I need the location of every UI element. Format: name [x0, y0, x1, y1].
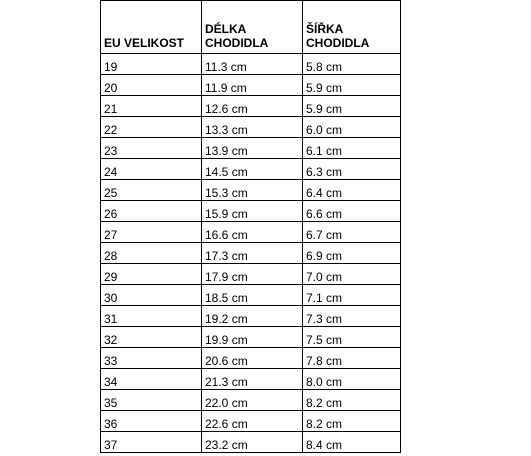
foot-width-cell: 7.1 cm [303, 285, 401, 306]
table-row [101, 432, 401, 453]
eu-size-cell: 22 [101, 117, 202, 138]
foot-length-cell: 19.9 cm [202, 327, 303, 348]
foot-length-cell: 15.3 cm [202, 180, 303, 201]
foot-length-cell: 21.3 cm [202, 369, 303, 390]
foot-width-cell: 8.2 cm [303, 390, 401, 411]
foot-length-cell: 17.9 cm [202, 264, 303, 285]
eu-size-cell: 23 [101, 138, 202, 159]
table-row [101, 117, 401, 138]
eu-size-cell: 24 [101, 159, 202, 180]
foot-width-cell: 6.9 cm [303, 243, 401, 264]
eu-size-cell: 31 [101, 306, 202, 327]
foot-width-cell: 7.3 cm [303, 306, 401, 327]
eu-size-cell: 37 [101, 432, 202, 453]
eu-size-cell: 34 [101, 369, 202, 390]
table-row [101, 411, 401, 432]
foot-width-cell: 6.4 cm [303, 180, 401, 201]
eu-size-cell: 26 [101, 201, 202, 222]
foot-width-cell: 5.9 cm [303, 96, 401, 117]
table-row [101, 54, 401, 75]
foot-length-cell: 22.0 cm [202, 390, 303, 411]
foot-width-cell: 5.8 cm [303, 54, 401, 75]
foot-length-cell: 13.9 cm [202, 138, 303, 159]
table-row [101, 222, 401, 243]
foot-width-cell: 6.0 cm [303, 117, 401, 138]
foot-width-cell: 8.4 cm [303, 432, 401, 453]
foot-length-cell: 23.2 cm [202, 432, 303, 453]
table-row [101, 96, 401, 117]
eu-size-cell: 29 [101, 264, 202, 285]
table-row [101, 243, 401, 264]
size-chart-table [100, 0, 401, 453]
eu-size-cell: 30 [101, 285, 202, 306]
foot-width-cell: 6.7 cm [303, 222, 401, 243]
table-row [101, 138, 401, 159]
table-row [101, 285, 401, 306]
table-row [101, 180, 401, 201]
eu-size-cell: 28 [101, 243, 202, 264]
table-row [101, 369, 401, 390]
table-row [101, 201, 401, 222]
foot-width-cell: 8.2 cm [303, 411, 401, 432]
foot-width-cell: 8.0 cm [303, 369, 401, 390]
header-eu-size: EU VELIKOST [101, 1, 202, 54]
foot-length-cell: 20.6 cm [202, 348, 303, 369]
foot-length-cell: 13.3 cm [202, 117, 303, 138]
foot-length-cell: 22.6 cm [202, 411, 303, 432]
table-row [101, 348, 401, 369]
foot-length-cell: 16.6 cm [202, 222, 303, 243]
foot-length-cell: 18.5 cm [202, 285, 303, 306]
table-row [101, 327, 401, 348]
eu-size-cell: 36 [101, 411, 202, 432]
table-row [101, 75, 401, 96]
table-row [101, 264, 401, 285]
foot-width-cell: 7.0 cm [303, 264, 401, 285]
table-row [101, 306, 401, 327]
header-foot-width: ŠÍŘKA CHODIDLA [303, 1, 401, 54]
header-foot-length: DÉLKA CHODIDLA [202, 1, 303, 54]
eu-size-cell: 19 [101, 54, 202, 75]
table-row [101, 390, 401, 411]
foot-length-cell: 12.6 cm [202, 96, 303, 117]
foot-width-cell: 6.3 cm [303, 159, 401, 180]
table-row [101, 159, 401, 180]
foot-width-cell: 6.1 cm [303, 138, 401, 159]
eu-size-cell: 25 [101, 180, 202, 201]
foot-length-cell: 17.3 cm [202, 243, 303, 264]
foot-length-cell: 15.9 cm [202, 201, 303, 222]
eu-size-cell: 27 [101, 222, 202, 243]
eu-size-cell: 33 [101, 348, 202, 369]
foot-length-cell: 11.9 cm [202, 75, 303, 96]
eu-size-cell: 32 [101, 327, 202, 348]
eu-size-cell: 35 [101, 390, 202, 411]
foot-width-cell: 7.5 cm [303, 327, 401, 348]
foot-width-cell: 6.6 cm [303, 201, 401, 222]
foot-length-cell: 11.3 cm [202, 54, 303, 75]
eu-size-cell: 21 [101, 96, 202, 117]
foot-length-cell: 19.2 cm [202, 306, 303, 327]
table-body [101, 54, 401, 453]
header-row [101, 1, 401, 54]
foot-length-cell: 14.5 cm [202, 159, 303, 180]
foot-width-cell: 7.8 cm [303, 348, 401, 369]
foot-width-cell: 5.9 cm [303, 75, 401, 96]
eu-size-cell: 20 [101, 75, 202, 96]
